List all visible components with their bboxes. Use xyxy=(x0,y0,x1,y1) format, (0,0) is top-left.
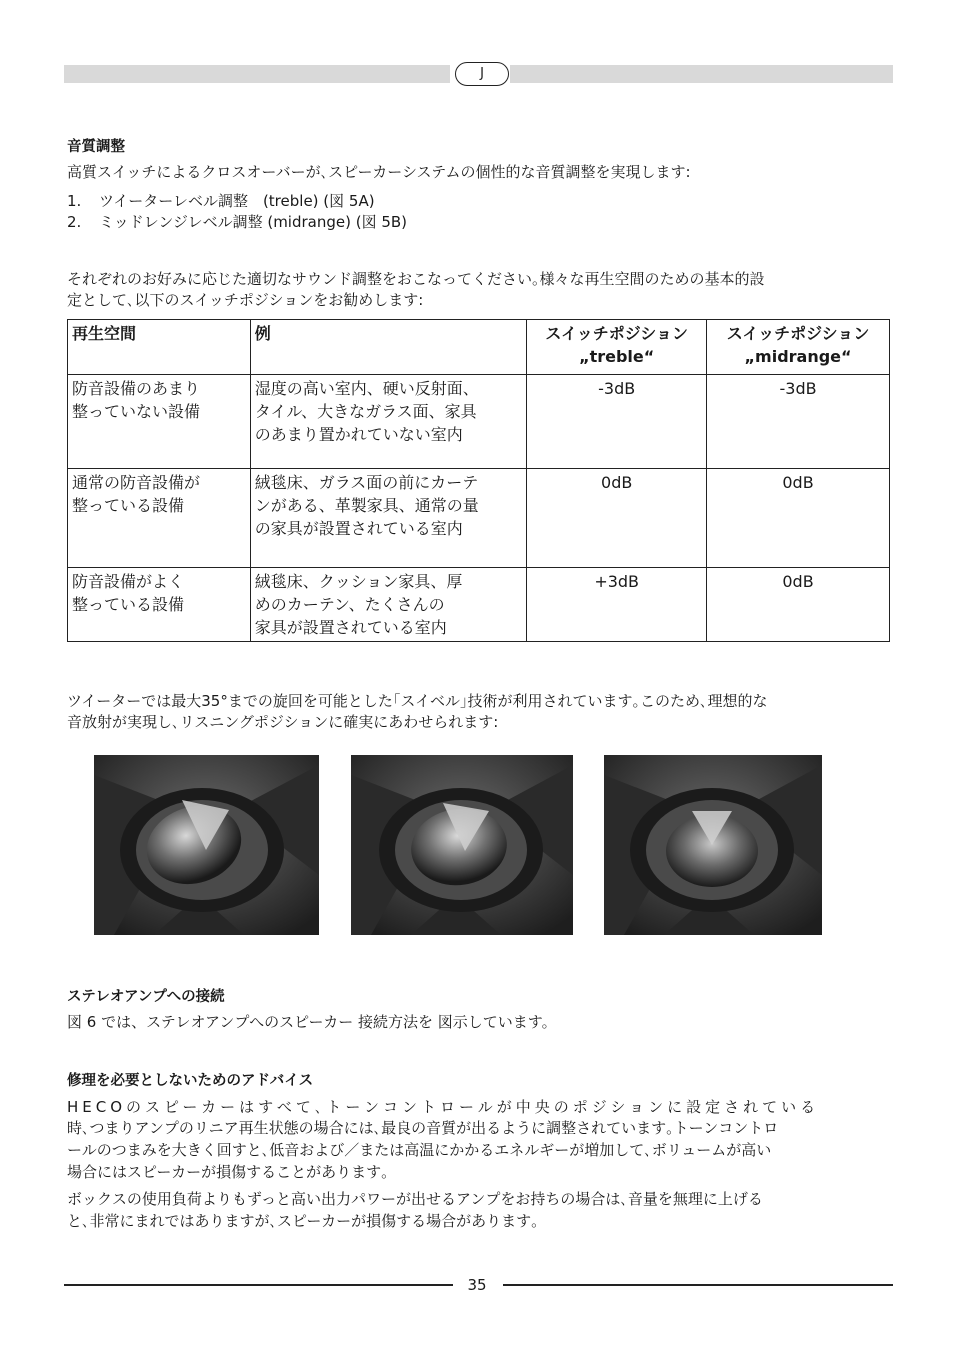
cell-line: 絨毯床、クッション家具、厚 xyxy=(254,572,463,591)
section-text: 図 6 では、ステレオアンプへのスピーカー 接続方法を 図示しています。 xyxy=(67,1013,557,1031)
paragraph-line: 音放射が実現し､リスニングポジションに確実にあわせられます: xyxy=(67,713,499,731)
paragraph-line: と､非常にまれではありますが､スピーカーが損傷する場合があります｡ xyxy=(67,1212,539,1230)
section-title-maintenance-advice: 修理を必要としないためのアドバイス xyxy=(67,1073,314,1089)
table-row xyxy=(68,375,890,469)
tweeter-image xyxy=(351,755,573,935)
cell-treble: 0dB xyxy=(527,469,707,568)
header-space: 再生空間 xyxy=(68,320,251,375)
cell-treble: -3dB xyxy=(527,375,707,469)
cell-line: 湿度の高い室内、硬い反射面、 xyxy=(254,379,479,398)
cell-line: 整っている設備 xyxy=(72,595,185,614)
cell-line: タイル、大きなガラス面、家具 xyxy=(254,402,477,421)
list-item-number: 2. xyxy=(67,213,82,231)
switch-position-table xyxy=(67,319,890,642)
cell-example xyxy=(250,469,527,568)
cell-midrange: 0dB xyxy=(707,469,890,568)
list-item xyxy=(67,190,375,213)
cell-line: 整っていない設備 xyxy=(72,402,201,421)
paragraph-line: ツイーターでは最大35°までの旋回を可能とした｢スイベル｣技術が利用されています｡このため､理想的な xyxy=(67,692,768,710)
cell-treble: +3dB xyxy=(527,568,707,642)
header-midrange xyxy=(707,320,890,375)
header-midrange-line2: „midrange“ xyxy=(744,347,852,366)
paragraph-line: ールのつまみを大きく回すと､低音および／または高温にかかるエネルギーが増加して､ボリュームが高い xyxy=(67,1141,772,1159)
header-treble xyxy=(527,320,707,375)
cell-space xyxy=(68,568,251,642)
language-badge: J xyxy=(455,62,509,86)
cell-example xyxy=(250,568,527,642)
list-item-text: ミッドレンジレベル調整 (midrange) (図 5B) xyxy=(99,213,408,231)
tweeter-image xyxy=(94,755,319,935)
paragraph-line: 時､つまりアンプのリニア再生状態の場合には､最良の音質が出るように調整されています｡トーンコントロ xyxy=(67,1119,779,1137)
cell-line: 通常の防音設備が xyxy=(72,473,201,492)
list-item-text: ツイーターレベル調整 (treble) (図 5A) xyxy=(99,192,375,210)
page-number: 35 xyxy=(467,1276,487,1294)
tweeter-photo-center xyxy=(351,755,573,935)
cell-line: 家具が設置されている室内 xyxy=(254,618,447,637)
tweeter-image xyxy=(604,755,822,935)
paragraph-line: 定として､以下のスイッチポジションをお勧めします: xyxy=(67,291,424,309)
section-title-sound-adjustment: 音質調整 xyxy=(67,139,125,155)
paragraph-line: 場合にはスピーカーが損傷することがあります｡ xyxy=(67,1163,389,1181)
tweeter-photo-right xyxy=(604,755,822,935)
section-title-stereo-amp: ステレオアンプへの接続 xyxy=(67,989,225,1005)
cell-line: ンがある、革製家具、通常の量 xyxy=(254,496,479,515)
list-item-number: 1. xyxy=(67,192,82,210)
header-example: 例 xyxy=(250,320,527,375)
list-item xyxy=(67,211,407,234)
header-treble-line2: „treble“ xyxy=(579,347,655,366)
tweeter-photo-left xyxy=(94,755,319,935)
cell-line: の家具が設置されている室内 xyxy=(254,519,463,538)
cell-space xyxy=(68,469,251,568)
cell-line: 絨毯床、ガラス面の前にカーテ xyxy=(254,473,479,492)
paragraph-line: それぞれのお好みに応じた適切なサウンド調整をおこなってください｡様々な再生空間のための基本的設 xyxy=(67,270,765,288)
cell-line: のあまり置かれていない室内 xyxy=(254,425,463,444)
header-treble-line1: スイッチポジション xyxy=(545,324,688,343)
header-bar-right xyxy=(510,65,893,83)
cell-line: 防音設備がよく xyxy=(72,572,185,591)
cell-example xyxy=(250,375,527,469)
table-header-row xyxy=(68,320,890,375)
cell-line: めのカーテン、たくさんの xyxy=(254,595,445,614)
cell-midrange: 0dB xyxy=(707,568,890,642)
header-bar-left xyxy=(64,65,450,83)
cell-line: 防音設備のあまり xyxy=(72,379,201,398)
header-midrange-line1: スイッチポジション xyxy=(726,324,870,343)
section-intro: 高質スイッチによるクロスオーバーが､スピーカーシステムの個性的な音質調整を実現します: xyxy=(67,163,691,181)
table-row xyxy=(68,568,890,642)
cell-midrange: -3dB xyxy=(707,375,890,469)
footer-rule-right xyxy=(503,1284,893,1286)
paragraph-line: HECOのスピーカーはすべて､トーンコントロールが中央のポジションに設定されている xyxy=(67,1098,820,1116)
paragraph-line: ボックスの使用負荷よりもずっと高い出力パワーが出せるアンプをお持ちの場合は､音量を無理に上げる xyxy=(67,1190,763,1208)
cell-space xyxy=(68,375,251,469)
footer-rule-left xyxy=(64,1284,453,1286)
table-row xyxy=(68,469,890,568)
cell-line: 整っている設備 xyxy=(72,496,185,515)
